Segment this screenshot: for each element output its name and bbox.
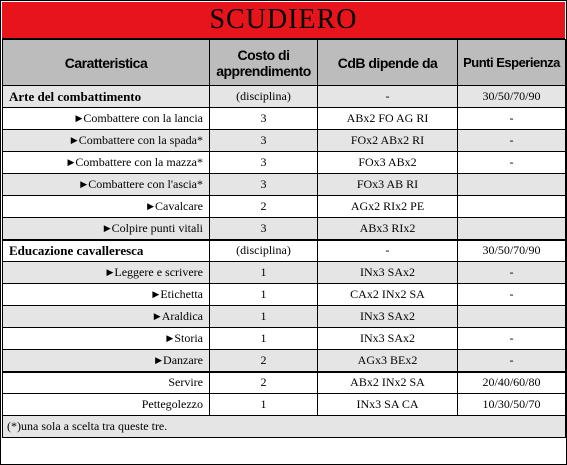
triangle-right-icon: ▶	[147, 202, 155, 212]
skill-depends: INx3 SAx2	[318, 306, 458, 328]
triangle-right-icon: ▶	[75, 114, 83, 124]
skill-name: Cavalcare	[155, 199, 203, 213]
skill-xp: -	[458, 108, 566, 130]
table-row	[3, 218, 566, 240]
skill-name: Araldica	[161, 309, 203, 323]
skill-depends: AGx2 RIx2 PE	[318, 196, 458, 218]
triangle-right-icon: ▶	[67, 158, 75, 168]
table-row	[3, 152, 566, 174]
triangle-right-icon: ▶	[70, 136, 78, 146]
section-name: Arte del combattimento	[3, 86, 210, 108]
skill-cost: 1	[210, 394, 318, 416]
table-row	[3, 108, 566, 130]
skill-depends: INx3 SA CA	[318, 394, 458, 416]
skill-xp	[458, 174, 566, 196]
triangle-right-icon: ▶	[166, 334, 174, 344]
skill-cost: 1	[210, 284, 318, 306]
skill-xp	[458, 306, 566, 328]
table-row	[3, 174, 566, 196]
skill-xp	[458, 218, 566, 240]
skill-name: Combattere con la spada*	[78, 133, 203, 147]
skill-cost: 3	[210, 152, 318, 174]
skill-xp: -	[458, 262, 566, 284]
table-row	[3, 262, 566, 284]
header-xp: Punti Esperienza	[458, 40, 566, 86]
skill-xp: -	[458, 328, 566, 350]
page-title: SCUDIERO	[2, 2, 565, 39]
section-cost: (disciplina)	[210, 86, 318, 108]
skill-name: Combattere con l'ascia*	[88, 177, 203, 191]
skill-depends: INx3 SAx2	[318, 328, 458, 350]
triangle-right-icon: ▶	[80, 180, 88, 190]
skill-cost: 1	[210, 306, 318, 328]
skill-depends: CAx2 INx2 SA	[318, 284, 458, 306]
skill-name: Danzare	[163, 352, 203, 367]
skill-depends: FOx2 ABx2 RI	[318, 130, 458, 152]
skill-xp: -	[458, 350, 566, 372]
triangle-right-icon: ▶	[153, 312, 161, 322]
skill-name: Storia	[174, 331, 203, 345]
table-row	[3, 196, 566, 218]
table-row	[3, 372, 566, 394]
section-row-combat	[3, 86, 566, 108]
skill-depends: ABx2 FO AG RI	[318, 108, 458, 130]
header-feature: Caratteristica	[3, 40, 210, 86]
footnote-row	[3, 416, 566, 438]
skill-cost: 3	[210, 108, 318, 130]
skill-cost: 1	[210, 262, 318, 284]
header-cost: Costo di apprendimento	[210, 40, 318, 86]
skill-xp: -	[458, 130, 566, 152]
header-depends: CdB dipende da	[318, 40, 458, 86]
skill-cost: 2	[210, 196, 318, 218]
skill-depends: INx3 SAx2	[318, 262, 458, 284]
skill-name: Combattere con la lancia	[83, 111, 203, 125]
skill-name: Servire	[3, 372, 210, 394]
skill-cost: 2	[210, 372, 318, 394]
header-row	[3, 40, 566, 86]
triangle-right-icon: ▶	[152, 290, 160, 300]
triangle-right-icon: ▶	[155, 355, 163, 366]
skill-name: Leggere e scrivere	[114, 265, 203, 279]
skill-depends: FOx3 AB RI	[318, 174, 458, 196]
table-row	[3, 394, 566, 416]
skill-name: Etichetta	[160, 287, 203, 301]
skills-table	[2, 39, 566, 438]
skill-cost: 3	[210, 218, 318, 240]
section-xp: 30/50/70/90	[458, 86, 566, 108]
skill-depends: ABx2 INx2 SA	[318, 372, 458, 394]
skill-xp	[458, 196, 566, 218]
section-depends: -	[318, 86, 458, 108]
triangle-right-icon: ▶	[106, 268, 114, 278]
skill-name: Pettegolezzo	[3, 394, 210, 416]
skill-name: Colpire punti vitali	[111, 220, 203, 235]
table-row	[3, 328, 566, 350]
skill-depends: AGx3 BEx2	[318, 350, 458, 372]
footnote: (*)una sola a scelta tra queste tre.	[3, 416, 566, 438]
triangle-right-icon: ▶	[103, 223, 111, 234]
table-row	[3, 350, 566, 372]
skill-depends: FOx3 ABx2	[318, 152, 458, 174]
section-xp: 30/50/70/90	[458, 240, 566, 262]
section-depends: -	[318, 240, 458, 262]
skill-cost: 3	[210, 130, 318, 152]
table-row	[3, 306, 566, 328]
skill-depends: ABx3 RIx2	[318, 218, 458, 240]
section-name: Educazione cavalleresca	[3, 240, 210, 262]
section-cost: (disciplina)	[210, 240, 318, 262]
skill-xp: 20/40/60/80	[458, 372, 566, 394]
skill-cost: 2	[210, 350, 318, 372]
skill-xp: 10/30/50/70	[458, 394, 566, 416]
table-row	[3, 130, 566, 152]
skill-cost: 3	[210, 174, 318, 196]
skill-xp: -	[458, 152, 566, 174]
section-row-education	[3, 240, 566, 262]
table-row	[3, 284, 566, 306]
skill-name: Combattere con la mazza*	[75, 155, 203, 169]
skill-xp: -	[458, 284, 566, 306]
skill-cost: 1	[210, 328, 318, 350]
